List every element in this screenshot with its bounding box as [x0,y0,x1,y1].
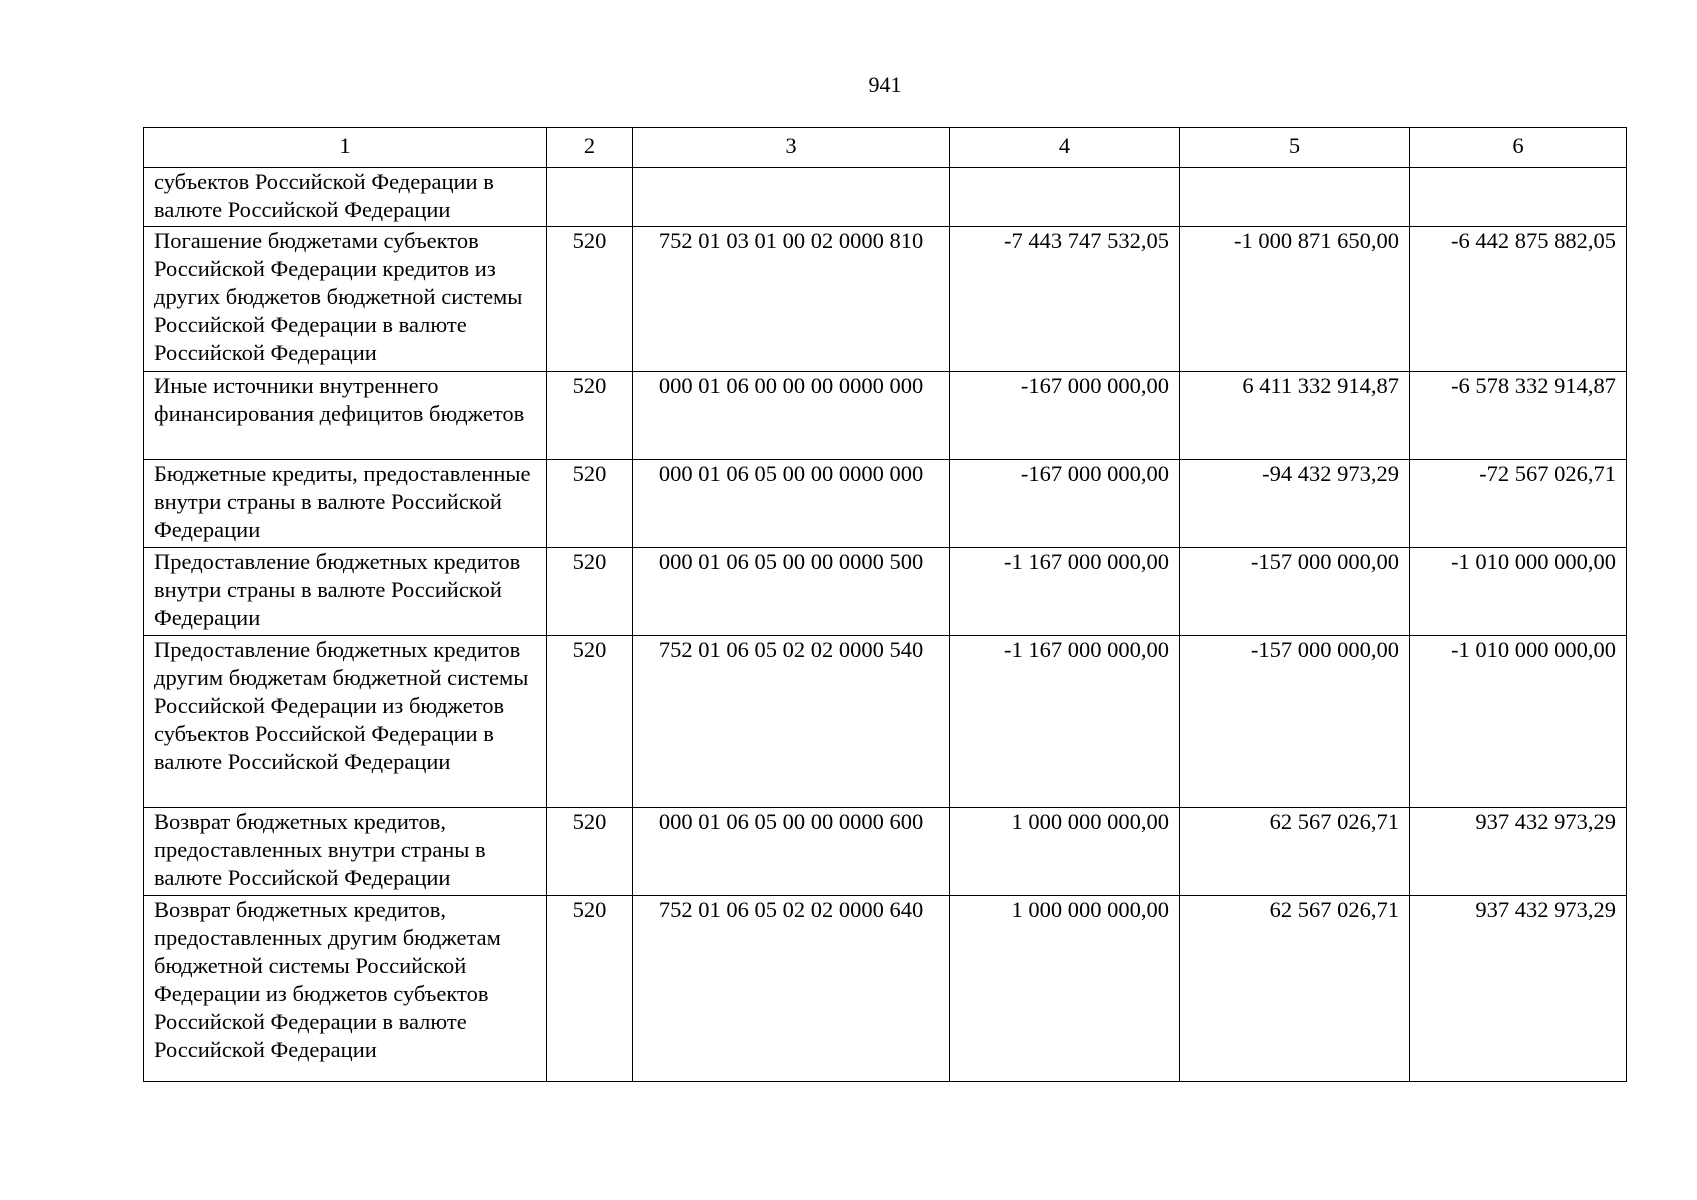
table-row [144,896,1627,1082]
row-admin-code: 520 [547,636,633,808]
table-row [144,548,1627,636]
row-value-4: 1 000 000 000,00 [950,896,1180,1082]
column-header-6: 6 [1410,128,1627,168]
column-header-3: 3 [633,128,950,168]
column-header-5: 5 [1180,128,1410,168]
row-admin-code: 520 [547,808,633,896]
row-name: Иные источники внутреннего финансирования дефицитов бюджетов [144,372,547,460]
row-name: субъектов Российской Федерации в валюте Российской Федерации [144,168,547,227]
header-row [144,128,1627,168]
row-value-6: -1 010 000 000,00 [1410,548,1627,636]
table-row [144,808,1627,896]
row-value-6: 937 432 973,29 [1410,808,1627,896]
row-admin-code: 520 [547,548,633,636]
row-classification-code [633,168,950,227]
table-row [144,460,1627,548]
row-classification-code: 000 01 06 05 00 00 0000 000 [633,460,950,548]
row-classification-code: 000 01 06 05 00 00 0000 500 [633,548,950,636]
row-name: Возврат бюджетных кредитов, предоставленных внутри страны в валюте Российской Федерации [144,808,547,896]
row-value-4: -7 443 747 532,05 [950,227,1180,372]
row-admin-code: 520 [547,460,633,548]
row-classification-code: 000 01 06 05 00 00 0000 600 [633,808,950,896]
column-header-1: 1 [144,128,547,168]
row-classification-code: 752 01 06 05 02 02 0000 640 [633,896,950,1082]
table-body [144,168,1627,1082]
row-value-4: -1 167 000 000,00 [950,636,1180,808]
table-row [144,372,1627,460]
column-header-2: 2 [547,128,633,168]
row-value-5: -94 432 973,29 [1180,460,1410,548]
row-admin-code: 520 [547,372,633,460]
row-value-6: -6 442 875 882,05 [1410,227,1627,372]
row-name: Предоставление бюджетных кредитов внутри страны в валюте Российской Федерации [144,548,547,636]
row-value-6 [1410,168,1627,227]
row-classification-code: 752 01 06 05 02 02 0000 540 [633,636,950,808]
row-admin-code [547,168,633,227]
row-name: Возврат бюджетных кредитов, предоставленных другим бюджетам бюджетной системы Российской Федерации из бюджетов субъектов Российской Федерации в валюте Российской Федерации [144,896,547,1082]
row-value-5 [1180,168,1410,227]
row-admin-code: 520 [547,896,633,1082]
row-value-6: -1 010 000 000,00 [1410,636,1627,808]
row-value-4: -1 167 000 000,00 [950,548,1180,636]
row-value-5: 6 411 332 914,87 [1180,372,1410,460]
row-value-6: -72 567 026,71 [1410,460,1627,548]
row-value-4 [950,168,1180,227]
table-row [144,227,1627,372]
row-value-5: -1 000 871 650,00 [1180,227,1410,372]
row-value-5: -157 000 000,00 [1180,636,1410,808]
budget-sources-table [143,127,1627,1082]
row-value-4: -167 000 000,00 [950,460,1180,548]
row-classification-code: 752 01 03 01 00 02 0000 810 [633,227,950,372]
row-value-4: -167 000 000,00 [950,372,1180,460]
row-admin-code: 520 [547,227,633,372]
row-value-6: -6 578 332 914,87 [1410,372,1627,460]
row-classification-code: 000 01 06 00 00 00 0000 000 [633,372,950,460]
table-row [144,168,1627,227]
row-value-5: -157 000 000,00 [1180,548,1410,636]
table-header [144,128,1627,168]
row-value-5: 62 567 026,71 [1180,896,1410,1082]
row-value-5: 62 567 026,71 [1180,808,1410,896]
row-value-4: 1 000 000 000,00 [950,808,1180,896]
row-name: Бюджетные кредиты, предоставленные внутри страны в валюте Российской Федерации [144,460,547,548]
page-number: 941 [868,72,902,97]
row-value-6: 937 432 973,29 [1410,896,1627,1082]
table-row [144,636,1627,808]
column-header-4: 4 [950,128,1180,168]
row-name: Предоставление бюджетных кредитов другим бюджетам бюджетной системы Российской Федерации из бюджетов субъектов Российской Федерации в валюте Российской Федерации [144,636,547,808]
row-name: Погашение бюджетами субъектов Российской Федерации кредитов из других бюджетов бюджетной системы Российской Федерации в валюте Российской Федерации [144,227,547,372]
